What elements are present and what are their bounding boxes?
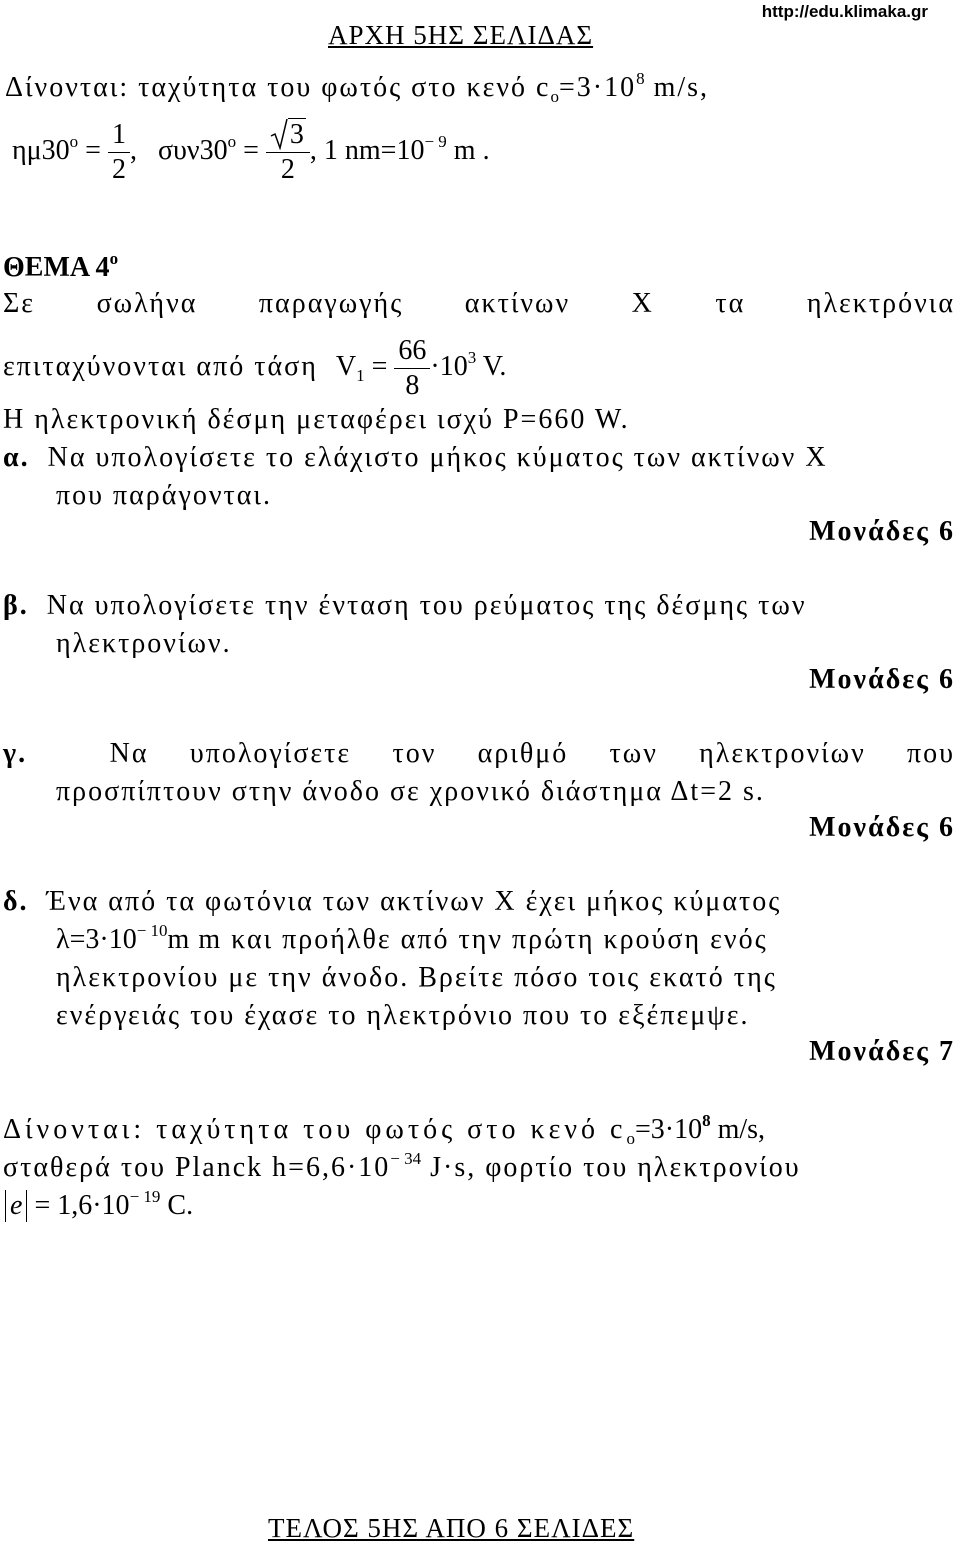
question-c-marks: Μονάδες 6 bbox=[809, 812, 955, 843]
trig-constants-line bbox=[12, 118, 490, 187]
v-sub: 1 bbox=[356, 365, 365, 385]
radical-icon bbox=[270, 118, 288, 150]
question-a-line1 bbox=[3, 442, 828, 474]
v-fraction bbox=[394, 334, 430, 403]
question-a-line2: που παράγονται. bbox=[56, 480, 272, 511]
gb-eq: =3·10 bbox=[634, 1114, 703, 1145]
nm-unit: m . bbox=[446, 134, 490, 166]
v-eq: = bbox=[364, 350, 395, 382]
given-bottom-line1 bbox=[3, 1111, 766, 1148]
sqrt-symbol bbox=[270, 118, 306, 152]
cos-fraction bbox=[266, 118, 310, 187]
question-a-marks: Μονάδες 6 bbox=[809, 516, 955, 547]
cos-deg: o bbox=[227, 131, 237, 151]
intro2-text: επιταχύνονται από τάση bbox=[3, 350, 318, 382]
question-a-text1: Να υπολογίσετε το ελάχιστο μήκος κύματος των ακτίνων Χ bbox=[47, 442, 828, 473]
planck-exp: − 34 bbox=[390, 1149, 422, 1168]
question-b-label: β. bbox=[3, 590, 29, 621]
gb-exp: 8 bbox=[702, 1111, 711, 1130]
given-bottom-line2 bbox=[3, 1149, 801, 1184]
planck-unit: J·s, φορτίο του ηλεκτρονίου bbox=[421, 1152, 801, 1183]
question-b-marks: Μονάδες 6 bbox=[809, 664, 955, 695]
question-b-line2: ηλεκτρονίων. bbox=[56, 628, 232, 659]
question-d-line1 bbox=[3, 886, 781, 918]
lambda-value: λ=3·10 bbox=[56, 924, 137, 955]
v-den: 8 bbox=[405, 370, 420, 401]
planck-text: σταθερά του Planck h=6,6·10 bbox=[3, 1152, 391, 1183]
charge-unit: C. bbox=[160, 1190, 194, 1221]
question-d-label: δ. bbox=[3, 886, 29, 917]
gb-sub: ο bbox=[626, 1129, 635, 1148]
question-c-line1 bbox=[3, 738, 955, 770]
given-eq: =3·10 bbox=[558, 72, 637, 103]
theme-intro-line2 bbox=[3, 334, 506, 403]
theme-title-sup: ο bbox=[109, 249, 119, 268]
gb-text: Δίνονται: ταχύτητα του φωτός στο κενό c bbox=[3, 1114, 627, 1145]
question-a-label: α. bbox=[3, 442, 30, 473]
nm-exp: − 9 bbox=[424, 131, 447, 151]
sin-fraction bbox=[108, 118, 130, 187]
theme-intro-line3: Η ηλεκτρονική δέσμη μεταφέρει ισχύ P=660 W. bbox=[3, 404, 630, 435]
question-d-text2: m και προήλθε από την πρώτη κρούση ενός bbox=[198, 924, 768, 955]
cos-eq: = bbox=[236, 134, 266, 166]
sin-deg: o bbox=[69, 131, 79, 151]
sin-den: 2 bbox=[111, 154, 126, 185]
v-num: 66 bbox=[394, 334, 430, 369]
given-unit: m/s, bbox=[644, 72, 710, 103]
cos-label: συν30 bbox=[157, 134, 228, 166]
given-text: Δίνονται: ταχύτητα του φωτός στο κενό c bbox=[5, 72, 551, 103]
cos-den: 2 bbox=[280, 154, 295, 185]
question-d-line2: $\lambda=3\cdot 10^{- 10}m$ m και προήλθε από την πρώτη κρούση ενός bbox=[56, 921, 768, 955]
voltage-expression bbox=[335, 335, 507, 401]
v-unit: V. bbox=[476, 350, 507, 382]
sin-eq: = bbox=[78, 134, 108, 166]
question-c-text1: Να υπολογίσετε τον αριθμό των ηλεκτρονίων που bbox=[109, 738, 956, 769]
cos-num: 3 bbox=[289, 119, 304, 150]
electron-charge-abs: e bbox=[5, 1190, 27, 1222]
given-constants-line1 bbox=[5, 69, 710, 106]
theme-title-text: ΘΕΜΑ 4 bbox=[3, 252, 110, 283]
v-mult: ·10 bbox=[430, 350, 468, 382]
question-d-marks: Μονάδες 7 bbox=[809, 1036, 955, 1067]
nm-text: , 1 nm=10 bbox=[309, 134, 425, 166]
cos-num-wrap bbox=[266, 118, 310, 153]
question-d-text1: Ένα από τα φωτόνια των ακτίνων Χ έχει μήκος κύματος bbox=[46, 886, 782, 917]
given-bottom-line3 bbox=[5, 1187, 194, 1222]
gb-unit: m/s, bbox=[710, 1114, 766, 1145]
sin-label: ημ30 bbox=[12, 134, 70, 166]
question-c-label: γ. bbox=[3, 738, 28, 769]
v-label: V bbox=[335, 350, 357, 382]
sin-num: 1 bbox=[108, 118, 130, 153]
theme-title bbox=[3, 249, 119, 284]
page-header-title: ΑΡΧΗ 5ΗΣ ΣΕΛΙΔΑΣ bbox=[328, 20, 594, 50]
question-b-line1 bbox=[3, 590, 806, 622]
page-footer-text: ΤΕΛΟΣ 5ΗΣ ΑΠΟ 6 ΣΕΛΙΔΕΣ bbox=[268, 1513, 635, 1543]
sin-comma: , bbox=[129, 134, 137, 166]
question-b-text1: Να υπολογίσετε την ένταση του ρεύματος της δέσμης των bbox=[46, 590, 807, 621]
theme-intro-line1: Σε σωλήνα παραγωγής ακτίνων Χ τα ηλεκτρόνια bbox=[3, 288, 955, 319]
v-exp: 3 bbox=[467, 347, 477, 367]
charge-value: = 1,6·10 bbox=[27, 1190, 130, 1221]
question-d-line4: ενέργειάς του έχασε το ηλεκτρόνιο που το εξέπεμψε. bbox=[56, 1000, 750, 1031]
given-exp: 8 bbox=[636, 69, 645, 88]
given-sub: ο bbox=[550, 87, 559, 106]
question-c-line2: προσπίπτουν στην άνοδο σε χρονικό διάστημα Δt=2 s. bbox=[56, 776, 765, 807]
charge-exp: − 19 bbox=[129, 1187, 161, 1206]
site-url-link[interactable]: http://edu.klimaka.gr bbox=[761, 2, 928, 21]
question-d-line3: ηλεκτρονίου με την άνοδο. Βρείτε πόσο τοις εκατό της bbox=[56, 962, 777, 993]
lambda-exp: − 10 bbox=[136, 921, 168, 940]
